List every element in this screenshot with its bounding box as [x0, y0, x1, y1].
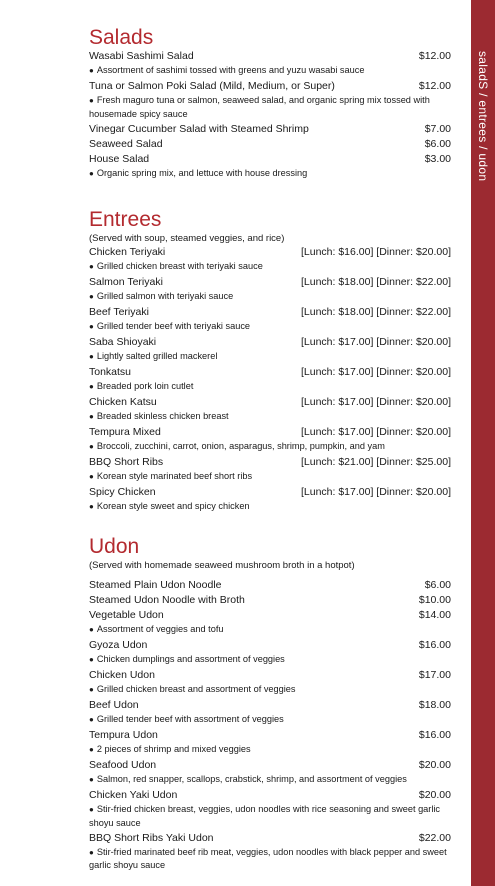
item-description: Korean style sweet and spicy chicken: [96, 501, 250, 511]
menu-item: [89, 831, 451, 874]
sidebar-tab: [471, 0, 495, 886]
bullet-icon: ●: [89, 352, 94, 361]
item-price: $12.00: [418, 80, 451, 92]
bullet-icon: ●: [89, 442, 94, 451]
bullet-icon: ●: [89, 655, 94, 664]
salads-section: [89, 27, 451, 182]
item-price: $7.00: [424, 122, 451, 135]
item-description: Grilled tender beef with assortment of veggies: [96, 714, 284, 724]
item-name: Vinegar Cucumber Salad with Steamed Shrimp: [89, 122, 309, 135]
item-price: $20.00: [418, 759, 451, 771]
section-note: (Served with homemade seaweed mushroom broth in a hotpot): [89, 560, 355, 571]
item-name: Beef Udon: [89, 699, 139, 711]
item-price: [Lunch: $18.00] [Dinner: $22.00]: [300, 276, 451, 288]
item-description: Lightly salted grilled mackerel: [96, 351, 218, 361]
menu-item: [89, 593, 451, 608]
item-price: $16.00: [418, 729, 451, 741]
item-name: Beef Teriyaki: [89, 306, 149, 318]
item-price: $17.00: [418, 669, 451, 681]
item-description: Korean style marinated beef short ribs: [96, 471, 253, 481]
menu-item: [89, 365, 451, 395]
bullet-icon: ●: [89, 66, 94, 75]
item-price: $16.00: [418, 639, 451, 651]
menu-item: [89, 638, 451, 668]
bullet-icon: ●: [89, 847, 94, 857]
menu-list: [89, 49, 451, 182]
item-name: Wasabi Sashimi Salad: [89, 50, 194, 62]
menu-item: [89, 608, 451, 638]
item-description: Fresh maguro tuna or salmon, seaweed salad, and organic spring mix tossed with housemade spicy sauce: [89, 95, 430, 119]
menu-item: [89, 275, 451, 305]
bullet-icon: ●: [89, 412, 94, 421]
item-description: Salmon, red snapper, scallops, crabstick, shrimp, and assortment of veggies: [96, 774, 407, 784]
menu-item: [89, 305, 451, 335]
item-price: [Lunch: $17.00] [Dinner: $20.00]: [300, 336, 451, 348]
menu-item: [89, 698, 451, 728]
item-price: [Lunch: $18.00] [Dinner: $22.00]: [300, 306, 451, 318]
item-name: Salmon Teriyaki: [89, 276, 163, 288]
entrees-section: [89, 209, 451, 515]
item-price: $6.00: [424, 137, 451, 150]
item-description: Broccoli, zucchini, carrot, onion, asparagus, shrimp, pumpkin, and yam: [96, 441, 385, 451]
bullet-icon: ●: [89, 382, 94, 391]
item-price: $20.00: [418, 789, 451, 801]
section-note: (Served with soup, steamed veggies, and rice): [89, 233, 285, 244]
bullet-icon: ●: [89, 745, 94, 754]
item-price: [Lunch: $17.00] [Dinner: $20.00]: [300, 486, 451, 498]
bullet-icon: ●: [89, 292, 94, 301]
bullet-icon: ●: [89, 775, 94, 784]
item-description: Assortment of veggies and tofu: [96, 624, 224, 634]
menu-item: [89, 788, 451, 831]
item-price: [Lunch: $21.00] [Dinner: $25.00]: [300, 456, 451, 468]
section-title: Entrees: [89, 208, 162, 231]
item-name: Steamed Udon Noodle with Broth: [89, 594, 245, 606]
item-price: $18.00: [418, 699, 451, 711]
bullet-icon: ●: [89, 168, 94, 178]
item-description: Assortment of sashimi tossed with greens and yuzu wasabi sauce: [96, 65, 365, 75]
item-description: Grilled chicken breast and assortment of veggies: [96, 684, 296, 694]
item-price: [Lunch: $16.00] [Dinner: $20.00]: [300, 246, 451, 258]
bullet-icon: ●: [89, 262, 94, 271]
menu-item: [89, 335, 451, 365]
bullet-icon: ●: [89, 472, 94, 481]
item-name: Tempura Mixed: [89, 426, 161, 438]
item-description: 2 pieces of shrimp and mixed veggies: [96, 744, 251, 754]
menu-item: [89, 455, 451, 485]
menu-item: [89, 668, 451, 698]
menu-item: [89, 728, 451, 758]
sidebar-label: saladS / entrees / udon: [476, 50, 490, 182]
menu-item: [89, 425, 451, 455]
item-description: Breaded skinless chicken breast: [96, 411, 229, 421]
menu-item: [89, 485, 451, 515]
item-description: Breaded pork loin cutlet: [96, 381, 194, 391]
menu-list: [89, 245, 451, 515]
bullet-icon: ●: [89, 625, 94, 634]
item-name: Gyoza Udon: [89, 639, 148, 651]
item-price: $6.00: [424, 579, 451, 591]
item-name: Chicken Teriyaki: [89, 246, 166, 258]
menu-item: [89, 137, 451, 152]
item-description: Chicken dumplings and assortment of veggies: [96, 654, 285, 664]
item-description: Organic spring mix, and lettuce with house dressing: [96, 167, 308, 178]
item-price: $22.00: [418, 831, 451, 844]
menu-item: [89, 152, 451, 182]
item-description: Stir-fried chicken breast, veggies, udon noodles with rice seasoning and sweet garlic shoyu sauce: [89, 804, 441, 828]
item-name: Tempura Udon: [89, 729, 158, 741]
section-title: Salads: [89, 26, 154, 49]
item-name: Chicken Katsu: [89, 396, 157, 408]
item-name: BBQ Short Ribs: [89, 456, 164, 468]
item-name: Saba Shioyaki: [89, 336, 157, 348]
bullet-icon: ●: [89, 685, 94, 694]
item-name: Vegetable Udon: [89, 609, 164, 621]
menu-item: [89, 578, 451, 593]
item-description: Grilled salmon with teriyaki sauce: [96, 291, 234, 301]
menu-item: [89, 758, 451, 788]
item-name: Seafood Udon: [89, 759, 157, 771]
item-price: $3.00: [424, 152, 451, 165]
item-price: [Lunch: $17.00] [Dinner: $20.00]: [300, 366, 451, 378]
menu-item: [89, 49, 451, 79]
item-description: Grilled chicken breast with teriyaki sauce: [96, 261, 263, 271]
item-name: Steamed Plain Udon Noodle: [89, 579, 222, 591]
menu-item: [89, 79, 451, 122]
item-name: House Salad: [89, 152, 150, 165]
section-title: Udon: [89, 535, 140, 558]
item-price: [Lunch: $17.00] [Dinner: $20.00]: [300, 396, 451, 408]
bullet-icon: ●: [89, 502, 94, 511]
menu-item: [89, 245, 451, 275]
menu-item: [89, 395, 451, 425]
item-price: $14.00: [418, 609, 451, 621]
menu-item: [89, 122, 451, 137]
menu-list: [89, 578, 451, 873]
bullet-icon: ●: [89, 715, 94, 724]
udon-section: [89, 536, 451, 873]
item-price: $10.00: [418, 594, 451, 606]
item-description: Stir-fried marinated beef rib meat, veggies, udon noodles with black pepper and sweet garlic shoyu sauce: [89, 846, 447, 870]
item-description: Grilled tender beef with teriyaki sauce: [96, 321, 251, 331]
item-name: Chicken Udon: [89, 669, 155, 681]
bullet-icon: ●: [89, 805, 94, 814]
item-name: Tuna or Salmon Poki Salad (Mild, Medium, or Super): [89, 80, 335, 92]
item-name: BBQ Short Ribs Yaki Udon: [89, 831, 214, 844]
item-name: Seaweed Salad: [89, 137, 163, 150]
bullet-icon: ●: [89, 96, 94, 105]
item-name: Tonkatsu: [89, 366, 132, 378]
item-price: $12.00: [418, 50, 451, 62]
item-name: Spicy Chicken: [89, 486, 156, 498]
item-price: [Lunch: $17.00] [Dinner: $20.00]: [300, 426, 451, 438]
bullet-icon: ●: [89, 322, 94, 331]
item-name: Chicken Yaki Udon: [89, 789, 178, 801]
